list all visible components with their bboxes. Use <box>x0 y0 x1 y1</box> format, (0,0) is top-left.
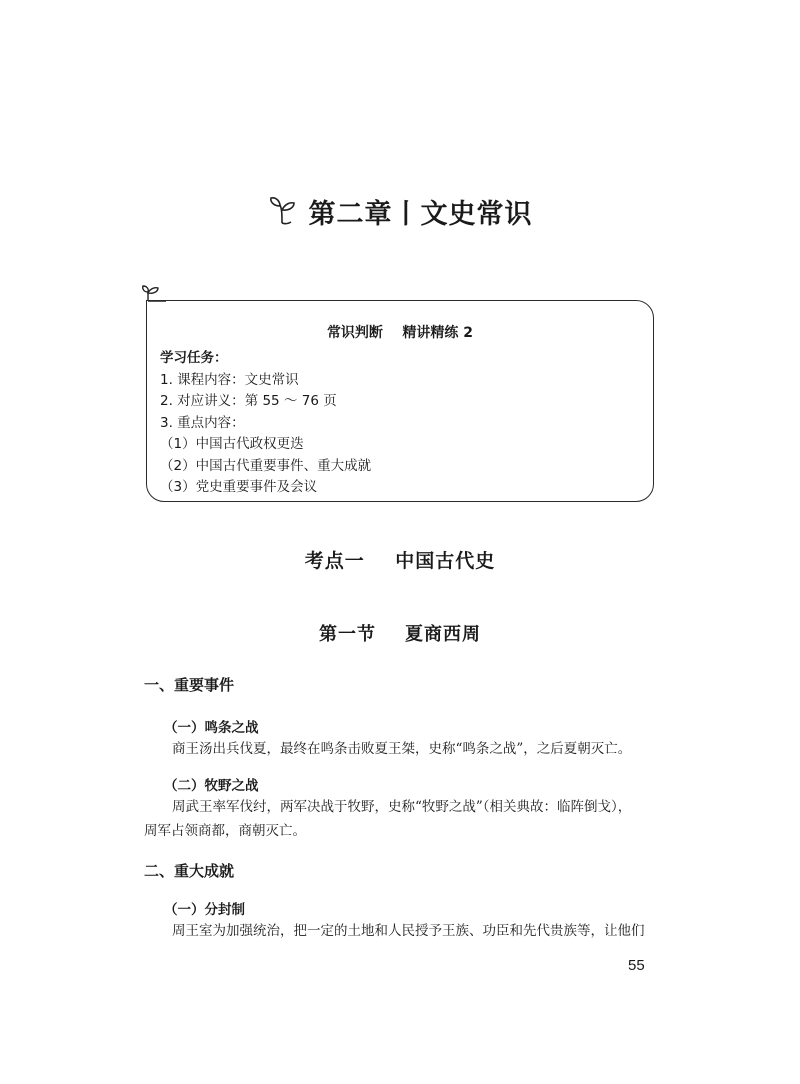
heading-mingtiao-battle: （一）鸣条之战 <box>164 720 259 736</box>
chapter-heading <box>0 192 800 231</box>
page-number: 55 <box>628 957 645 974</box>
paragraph-muye-line2: 周军占领商都，商朝灭亡。 <box>144 823 306 839</box>
section-title: 考点一 中国古代史 <box>304 550 496 572</box>
paragraph-mingtiao: 商王汤出兵伐夏，最终在鸣条击败夏王桀，史称“鸣条之战”，之后夏朝灭亡。 <box>172 741 632 757</box>
task-item: 1. 课程内容：文史常识 <box>160 371 299 388</box>
heading-important-events: 一、重要事件 <box>144 676 235 694</box>
task-label: 学习任务： <box>160 350 228 366</box>
task-item: （1）中国古代政权更迭 <box>160 436 304 452</box>
subsection-title: 第一节 夏商西周 <box>318 624 482 645</box>
paragraph-muye-line1: 周武王率军伐纣，两军决战于牧野，史称“牧野之战”（相关典故：临阵倒戈）， <box>172 799 632 815</box>
task-list <box>160 348 371 499</box>
task-item: 2. 对应讲义：第 55 ～ 76 页 <box>160 393 337 409</box>
heading-muye-battle: （二）牧野之战 <box>164 778 259 794</box>
task-box-header: 常识判断 精讲精练 2 <box>326 325 474 341</box>
task-item: 3. 重点内容： <box>160 414 245 431</box>
heading-major-achievements: 二、重大成就 <box>144 862 235 880</box>
paragraph-fief-system: 周王室为加强统治，把一定的土地和人民授予王族、功臣和先代贵族等，让他们 <box>172 923 645 939</box>
task-item: （2）中国古代重要事件、重大成就 <box>160 457 372 474</box>
task-item: （3）党史重要事件及会议 <box>160 479 318 495</box>
sprout-icon <box>267 195 297 229</box>
chapter-title: 第二章丨文史常识 <box>308 199 533 230</box>
heading-fief-system: （一）分封制 <box>164 902 245 918</box>
